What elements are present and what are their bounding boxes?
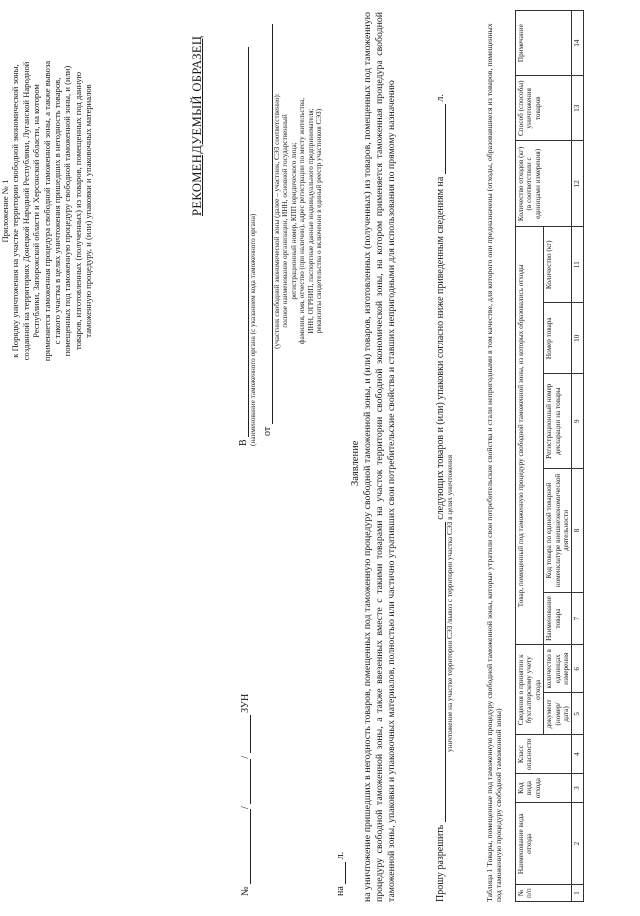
application-body-text: на уничтожение пришедших в негодность товаров, помещенных под таможенную процедуру свободной таможенной зоны, и (или) товаров, изготовленных (полученных) из товаров, помещенных под таможенную процедуру свободной таможенной зоны, а также ввезенных вместе с такими товарами на участок территории свободной экономической зоны, на котором применяется таможенная процедура свободной таможенной зоны, упаковки и упаковочных материалов, полностью или частично утративших свои потребительские свойства и ставших непригодными для использования по прямому назначению [362, 12, 398, 902]
col-number: 11 [572, 227, 583, 303]
number-line [250, 759, 251, 804]
col-number: 1 [572, 885, 583, 902]
appendix-line: к Порядку уничтожения на участке территории свободной экономической зоны, [10, 64, 21, 358]
col-number: 14 [572, 11, 583, 76]
header-goods-decl: Регистрационный номер декларации на товары [544, 374, 572, 469]
header-acc-qty: количество в единицах измерения [544, 645, 572, 693]
col-number: 2 [572, 803, 583, 885]
applicant-caption: фамилия, имя, отчество (при наличии), адрес регистрации по месту жительства, [298, 97, 307, 345]
header-goods-group: Товар, помещенный под таможенную процедуру свободной таможенной зоны, из которых образовались отходы [516, 227, 544, 645]
number-suffix: ЗУН [240, 693, 251, 713]
number-line [250, 809, 251, 884]
col-number: 7 [572, 592, 583, 644]
number-line [250, 715, 251, 753]
sheets-suffix: л. [335, 851, 346, 860]
col-number: 12 [572, 141, 583, 227]
header-note: Примечание [516, 11, 572, 76]
number-sign: № [240, 886, 251, 896]
header-goods-number: Номер товара [544, 303, 572, 374]
recommended-sample-stamp: РЕКОМЕНДУЕМЫЙ ОБРАЗЕЦ [190, 35, 204, 216]
applicant-caption: ИНН, ОГРНИП, паспортные данные индивидуального предпринимателя; [306, 108, 315, 334]
header-hazard-class: Класс опасности [516, 735, 572, 773]
appendix-line: товаров, изготовленных (полученных) из товаров, помещенных под данную [72, 71, 83, 351]
to-prefix: В [238, 439, 249, 446]
header-waste-code: Код вида отхода [516, 773, 572, 802]
sheets-prefix: на [335, 886, 346, 896]
col-number: 3 [572, 773, 583, 802]
appendix-line: применяется таможенная процедура свободной таможенной зоны, а также вывоза [41, 60, 52, 362]
registration-number-field: № / / ЗУН [240, 693, 251, 896]
request-middle: следующих товаров и (или) упаковки согласно ниже приведенным сведениям на [435, 176, 446, 520]
customs-authority-caption: (наименование таможенного органа (с указанием кода таможенного органа) [249, 213, 257, 446]
applicant-caption: регистрационный номер, КПП юридического лица; [289, 142, 298, 300]
col-number: 6 [572, 645, 583, 693]
header-goods-name: Наименование товара [544, 592, 572, 644]
applicant-caption: полное наименование организации, ИНН, основной государственный [281, 114, 290, 328]
applicant-caption: реквизиты свидетельства о включении в единый реестр участников СЭЗ) [315, 108, 324, 334]
header-waste-qty: Количество отходов (кг) (в соответствии с единицами измерения) [516, 141, 572, 227]
appendix-line: созданной на территориях Донецкой Народной Республики, Луганской Народной [20, 61, 31, 361]
request-line [435, 12, 454, 902]
appendix-number: Приложение № 1 [0, 179, 10, 243]
applicant-caption: (участник свободной экономической зоны (далее – участник, СЭЗ соответственно): [273, 93, 281, 349]
request-caption: уничтожение на участке территории СЭЗ /вывоз с территории участка СЭЗ в целях уничтожения [446, 454, 454, 752]
applicant-field [262, 6, 323, 436]
appendix-line: таможенную процедуру, и (или) упаковки и упаковочных материалов [83, 84, 94, 338]
appendix-line: помещенных под таможенную процедуру свободной таможенной зоны, и (или) [62, 65, 73, 357]
header-waste-name: Наименование вида отхода [516, 803, 572, 885]
header-accounting: Сведения о принятии к бухгалтерскому учету отхода [516, 645, 544, 735]
header-goods-qty: Количество (кг) [544, 227, 572, 303]
request-sheets-blank [445, 104, 446, 174]
header-goods-code: Код товара по единой товарной номенклатуре внешнеэкономической деятельности [544, 468, 572, 592]
customs-authority-field [238, 47, 257, 446]
appendix-line: Республики, Запорожской области и Херсонской области, на котором [31, 84, 42, 338]
appendix-line: с такого участка в целях уничтожения пришедших в негодность товаров, [52, 77, 63, 345]
sheets-count-field [335, 852, 346, 896]
header-no: № п/п [516, 885, 572, 902]
col-number: 13 [572, 76, 583, 141]
waste-goods-table [515, 10, 584, 902]
request-prefix: Прошу разрешить [435, 824, 446, 902]
table-caption: Таблица 1 Товары, помещенные под таможенную процедуру свободной таможенной зоны, которые утратили свои потребительские свойства и стали непригодными в том качестве, для которого они предназначены (отходы, образовавшиеся из товаров, помещенных под таможенную процедуру свободной таможенной зоны) [485, 23, 504, 902]
col-number: 8 [572, 468, 583, 592]
appendix-header-block [0, 6, 94, 416]
col-number: 4 [572, 735, 583, 773]
col-number: 10 [572, 303, 583, 374]
document-title: Заявление [350, 440, 361, 486]
sheets-line [345, 862, 346, 884]
from-prefix: от [262, 426, 273, 436]
header-method: Способ (способы) уничтожения товаров [516, 76, 572, 141]
col-number: 5 [572, 693, 583, 735]
request-suffix: л. [435, 94, 446, 102]
header-acc-doc: документ (номер/ дата) [544, 693, 572, 735]
column-number-row [572, 11, 583, 902]
col-number: 9 [572, 374, 583, 469]
